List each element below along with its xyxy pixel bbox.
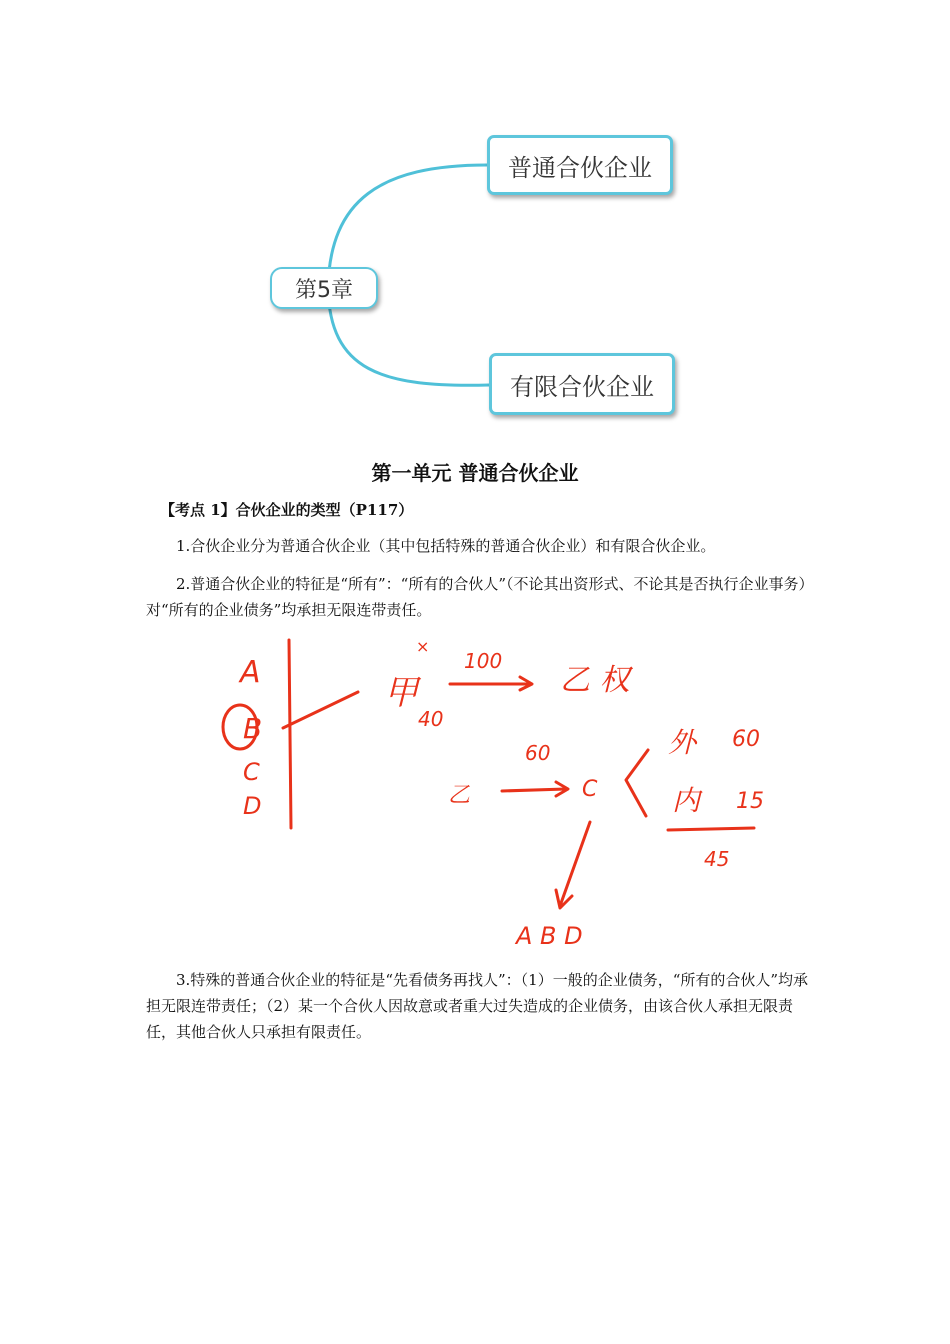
hw-40: 40 [418,707,444,731]
chapter-mind-map [0,0,950,440]
hw-15: 15 [736,789,764,814]
hw-arrow-down [556,822,590,908]
paragraph-2: 2.普通合伙企业的特征是“所有”：“所有的合伙人”（不论其出资形式、不论其是否执行企业事务）对“所有的企业债务”均承担无限连带责任。 [146,575,806,619]
hw-list-d: D [243,792,262,820]
hw-arrow-100 [450,677,532,690]
paragraph-1: 1.合伙企业分为普通合伙企业（其中包括特殊的普通合伙企业）和有限合伙企业。 [176,537,716,555]
hw-c: C [582,777,598,802]
hw-list-b: B [243,712,263,745]
exam-point-title: 【考点 1】合伙企业的类型（P117） [160,501,414,519]
hw-arrow-60 [502,782,568,796]
hw-60-arrow: 60 [525,741,551,765]
mind-map-root-node: 第5章 [270,267,378,309]
paragraph-3: 3.特殊的普通合伙企业的特征是“先看债务再找人”：（1）一般的企业债务，“所有的合伙人”均承担无限连带责任；（2）某一个合伙人因故意或者重大过失造成的企业债务，由该合伙人承担无限责任，其他合伙人只承担有限责任。 [146,971,809,1041]
hw-x-mark: × [416,637,430,656]
hw-45: 45 [704,847,730,871]
hw-wai: 外 [668,726,697,759]
mind-map-node-general-partnership: 普通合伙企业 [487,135,673,195]
hw-abd: A B D [516,922,583,950]
hw-cross-line [283,692,358,728]
mind-map-node-limited-partnership: 有限合伙企业 [489,353,675,415]
hw-yi-quan: 乙 权 [560,663,630,698]
hw-yi: 乙 [448,783,471,808]
mind-map-connectors [0,0,950,440]
hw-sum-line [668,828,754,830]
unit-heading: 第一单元 普通合伙企业 [371,461,579,485]
handwritten-notes [0,630,950,960]
hw-brace [626,750,648,816]
hw-list-c: C [243,758,260,786]
hw-100: 100 [464,649,503,673]
hw-60-wai: 60 [732,727,760,752]
hw-nei: 内 [672,784,701,817]
hw-list-a: A [240,655,261,690]
hw-jia: 甲 [384,673,418,713]
hw-vertical-line [289,640,291,828]
